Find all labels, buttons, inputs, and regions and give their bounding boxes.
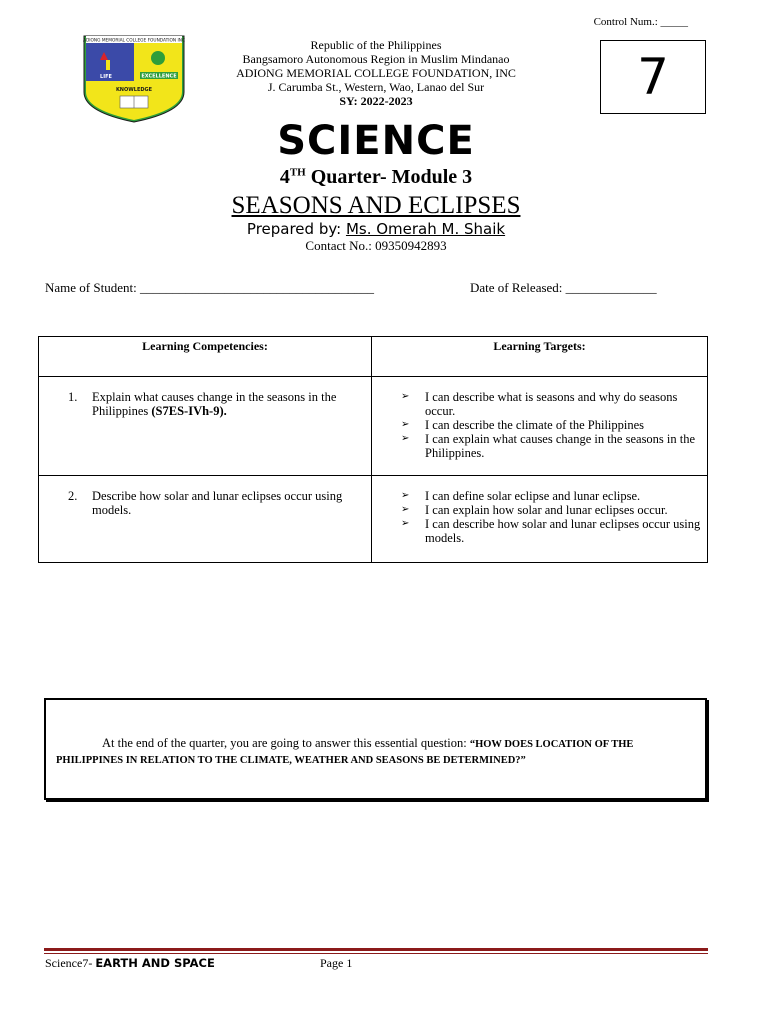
- table-header-row: [39, 337, 708, 377]
- list-item: ➢ I can describe what is seasons and why do seasons occur.: [401, 390, 678, 418]
- logo-knowledge: KNOWLEDGE: [115, 87, 153, 93]
- school-address: J. Carumba St., Western, Wao, Lanao del Sur: [267, 80, 485, 94]
- arrow-bullet-icon: ➢: [401, 391, 410, 402]
- arrow-bullet-icon: ➢: [401, 490, 410, 501]
- list-item: ➢ I can explain what causes change in the seasons in the Philippines.: [401, 432, 696, 460]
- quarter-number: 4: [279, 166, 290, 188]
- page-number: Page 1: [320, 956, 353, 970]
- logo-life: LIFE: [100, 74, 112, 80]
- grade-box: 7: [600, 40, 706, 114]
- competency-cell: [39, 476, 372, 563]
- school-year: SY: 2022-2023: [339, 94, 413, 108]
- teacher-name: Ms. Omerah M. Shaik: [345, 220, 506, 238]
- table-row: [39, 377, 708, 476]
- list-item: ➢ I can describe how solar and lunar eclipses occur using models.: [401, 517, 701, 545]
- contact-number: Contact No.: 09350942893: [305, 238, 447, 253]
- arrow-bullet-icon: ➢: [401, 419, 410, 430]
- logo-excellence: EXCELLENCE: [141, 73, 177, 80]
- list-item: ➢ I can explain how solar and lunar eclipses occur.: [401, 503, 668, 517]
- competency-number: 2.: [68, 489, 78, 503]
- prepared-by: [0, 220, 752, 238]
- date-released-field[interactable]: Date of Released: ______________: [470, 280, 657, 295]
- footer-divider-thin: [44, 953, 708, 954]
- targets-cell: [372, 377, 708, 476]
- footer-subject-label: EARTH AND SPACE: [95, 956, 215, 970]
- region-line: Bangsamoro Autonomous Region in Muslim Mindanao: [242, 52, 510, 66]
- subject-title: SCIENCE: [277, 118, 475, 164]
- targets-cell: [372, 476, 708, 563]
- prepared-label: Prepared by:: [246, 220, 346, 238]
- competency-cell: [39, 377, 372, 476]
- competency-text: Explain what causes change in the seasons in the Philippines (S7ES-IVh-9).: [92, 390, 337, 418]
- list-item: ➢ I can describe the climate of the Philippines: [401, 418, 645, 432]
- competencies-table: [38, 336, 708, 563]
- student-name-field[interactable]: Name of Student: ____________________________________: [45, 280, 374, 295]
- quarter-rest: Quarter- Module 3: [305, 166, 473, 188]
- school-header: [170, 38, 582, 108]
- competencies-header: Learning Competencies:: [39, 337, 372, 377]
- footer-divider: [44, 948, 708, 951]
- essential-intro: At the end of the quarter, you are going to answer this essential question:: [102, 736, 470, 750]
- list-item: ➢ I can define solar eclipse and lunar eclipse.: [401, 489, 641, 503]
- arrow-bullet-icon: ➢: [401, 518, 410, 529]
- control-number: Control Num.: _____: [593, 16, 688, 28]
- competency-code: (S7ES-IVh-9).: [151, 404, 227, 418]
- footer-subject: [45, 956, 215, 971]
- school-name: ADIONG MEMORIAL COLLEGE FOUNDATION, INC: [236, 66, 516, 80]
- targets-header: Learning Targets:: [372, 337, 708, 377]
- arrow-bullet-icon: ➢: [401, 433, 410, 444]
- table-row: [39, 476, 708, 563]
- competency-number: 1.: [68, 390, 78, 404]
- logo-arc-text: ADIONG MEMORIAL COLLEGE FOUNDATION INC: [83, 38, 185, 44]
- essential-question: “HOW DOES LOCATION OF THE PHILIPPINES IN RELATION TO THE CLIMATE, WEATHER AND SEASONS BE DETERMINED?”: [56, 739, 634, 766]
- essential-question-box: [44, 698, 707, 800]
- module-title: SEASONS AND ECLIPSES: [231, 192, 521, 219]
- arrow-bullet-icon: ➢: [401, 504, 410, 515]
- quarter-module: [0, 166, 752, 189]
- competency-text: Describe how solar and lunar eclipses occur using models.: [92, 489, 343, 517]
- republic-line: Republic of the Philippines: [310, 38, 442, 52]
- quarter-suffix: TH: [289, 166, 306, 179]
- footer-prefix: Science7-: [45, 956, 96, 970]
